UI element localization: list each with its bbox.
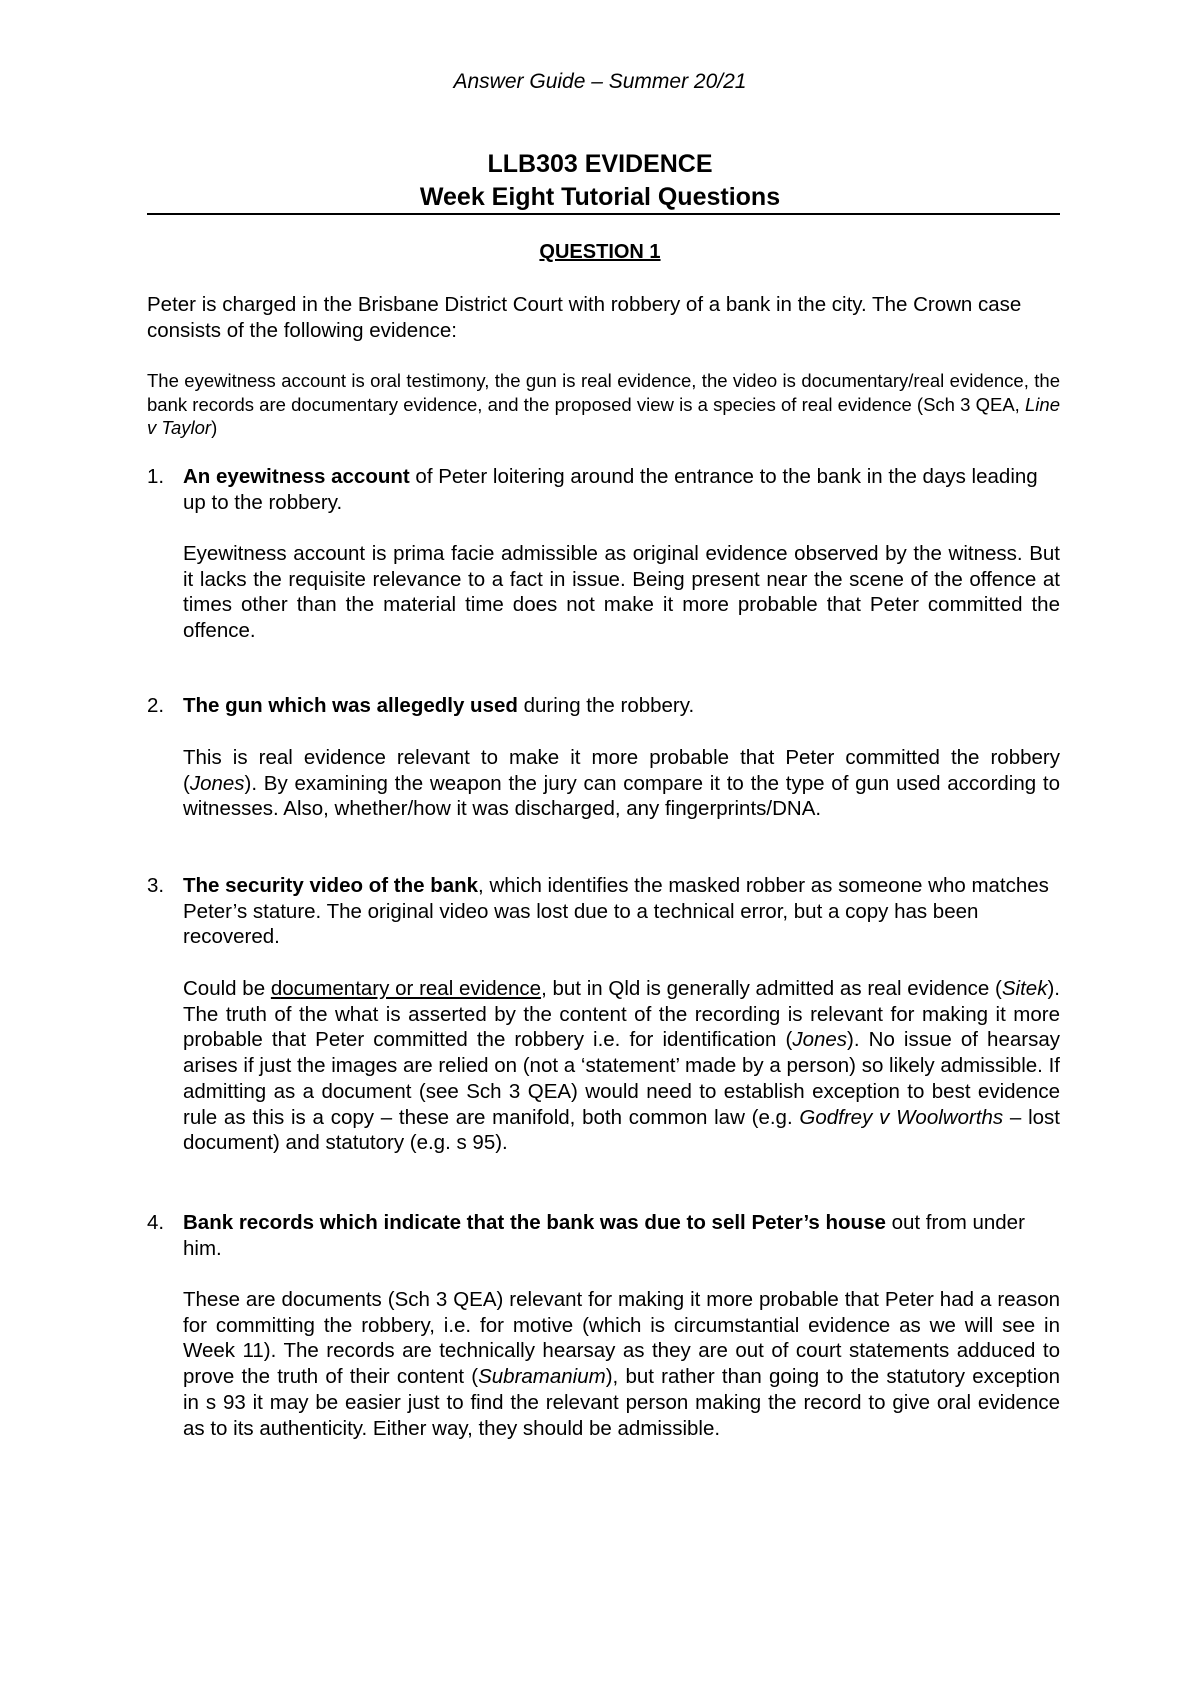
question-heading: QUESTION 1: [539, 241, 661, 263]
item-number: 4.: [147, 1211, 165, 1234]
item-4-answer: These are documents (Sch 3 QEA) relevant for making it more probable that Peter had a reason for committing the robbery, i.e. for motive (which is circumstantial evidence as we will see in Week 11). The records are technically hearsay as they are out of court statements adduced to prove the truth of their content (Subramanium), but rather than going to the statutory exception in s 93 it may be easier just to find the relevant person making the record to give oral evidence as to its authenticity. Either way, they should be admissible.: [183, 1288, 1060, 1440]
tutorial-title: Week Eight Tutorial Questions: [419, 183, 781, 211]
question-summary: The eyewitness account is oral testimony, the gun is real evidence, the video is documentary/real evidence, the bank records are documentary evidence, and the proposed view is a species of real evidence (Sch 3 QEA, Line v Taylor): [147, 370, 1060, 439]
document-header: Answer Guide – Summer 20/21: [453, 70, 747, 93]
item-question: Bank records which indicate that the bank was due to sell Peter’s house out from under him.: [183, 1211, 1025, 1260]
case-godfrey-v-woolworths: Godfrey v Woolworths: [799, 1105, 1004, 1129]
item-question: An eyewitness account of Peter loitering around the entrance to the bank in the days leading up to the robbery.: [183, 465, 1038, 514]
list-item-1: [147, 464, 1060, 515]
document-title: [0, 148, 1200, 214]
item-question: The security video of the bank, which identifies the masked robber as someone who matches Peter’s stature. The original video was lost due to a technical error, but a copy has been recovered.: [183, 874, 1049, 949]
item-question: The gun which was allegedly used during the robbery.: [183, 694, 695, 717]
list-item-4: [147, 1210, 1060, 1261]
case-subramanium: Subramanium: [478, 1365, 606, 1389]
underlined-term: documentary or real evidence: [270, 977, 542, 1000]
title-divider: [147, 213, 1060, 215]
list-item-3: [147, 873, 1060, 950]
item-number: 2.: [147, 694, 165, 717]
case-line-v-taylor: Line v Taylor: [147, 393, 1060, 439]
item-number: 1.: [147, 465, 165, 488]
item-number: 3.: [147, 874, 165, 897]
item-2-answer: This is real evidence relevant to make it more probable that Peter committed the robbery (Jones). By examining the weapon the jury can compare it to the type of gun used according to witnesses. Also, whether/how it was discharged, any fingerprints/DNA.: [183, 746, 1060, 821]
case-jones: Jones: [189, 771, 245, 795]
case-sitek: Sitek: [1001, 977, 1048, 1000]
item-1-answer: Eyewitness account is prima facie admissible as original evidence observed by the witness. But it lacks the requisite relevance to a fact in issue. Being present near the scene of the offence at times other than the material time does not make it more probable that Peter committed the offence.: [183, 542, 1060, 643]
question-intro: Peter is charged in the Brisbane District Court with robbery of a bank in the city. The Crown case consists of the following evidence:: [147, 293, 1022, 342]
item-3-answer: Could be documentary or real evidence, but in Qld is generally admitted as real evidence (Sitek). The truth of the what is asserted by the content of the recording is relevant for making it more probable that Peter committed the robbery i.e. for identification (Jones). No issue of hearsay arises if just the images are relied on (not a ‘statement’ made by a person) so likely admissible. If admitting as a document (see Sch 3 QEA) would need to establish exception to best evidence rule as this is a copy – these are manifold, both common law (e.g. Godfrey v Woolworths – lost document) and statutory (e.g. s 95).: [183, 977, 1060, 1155]
list-item-2: [147, 693, 1060, 719]
case-jones: Jones: [792, 1028, 848, 1052]
course-title: LLB303 EVIDENCE: [487, 150, 713, 178]
